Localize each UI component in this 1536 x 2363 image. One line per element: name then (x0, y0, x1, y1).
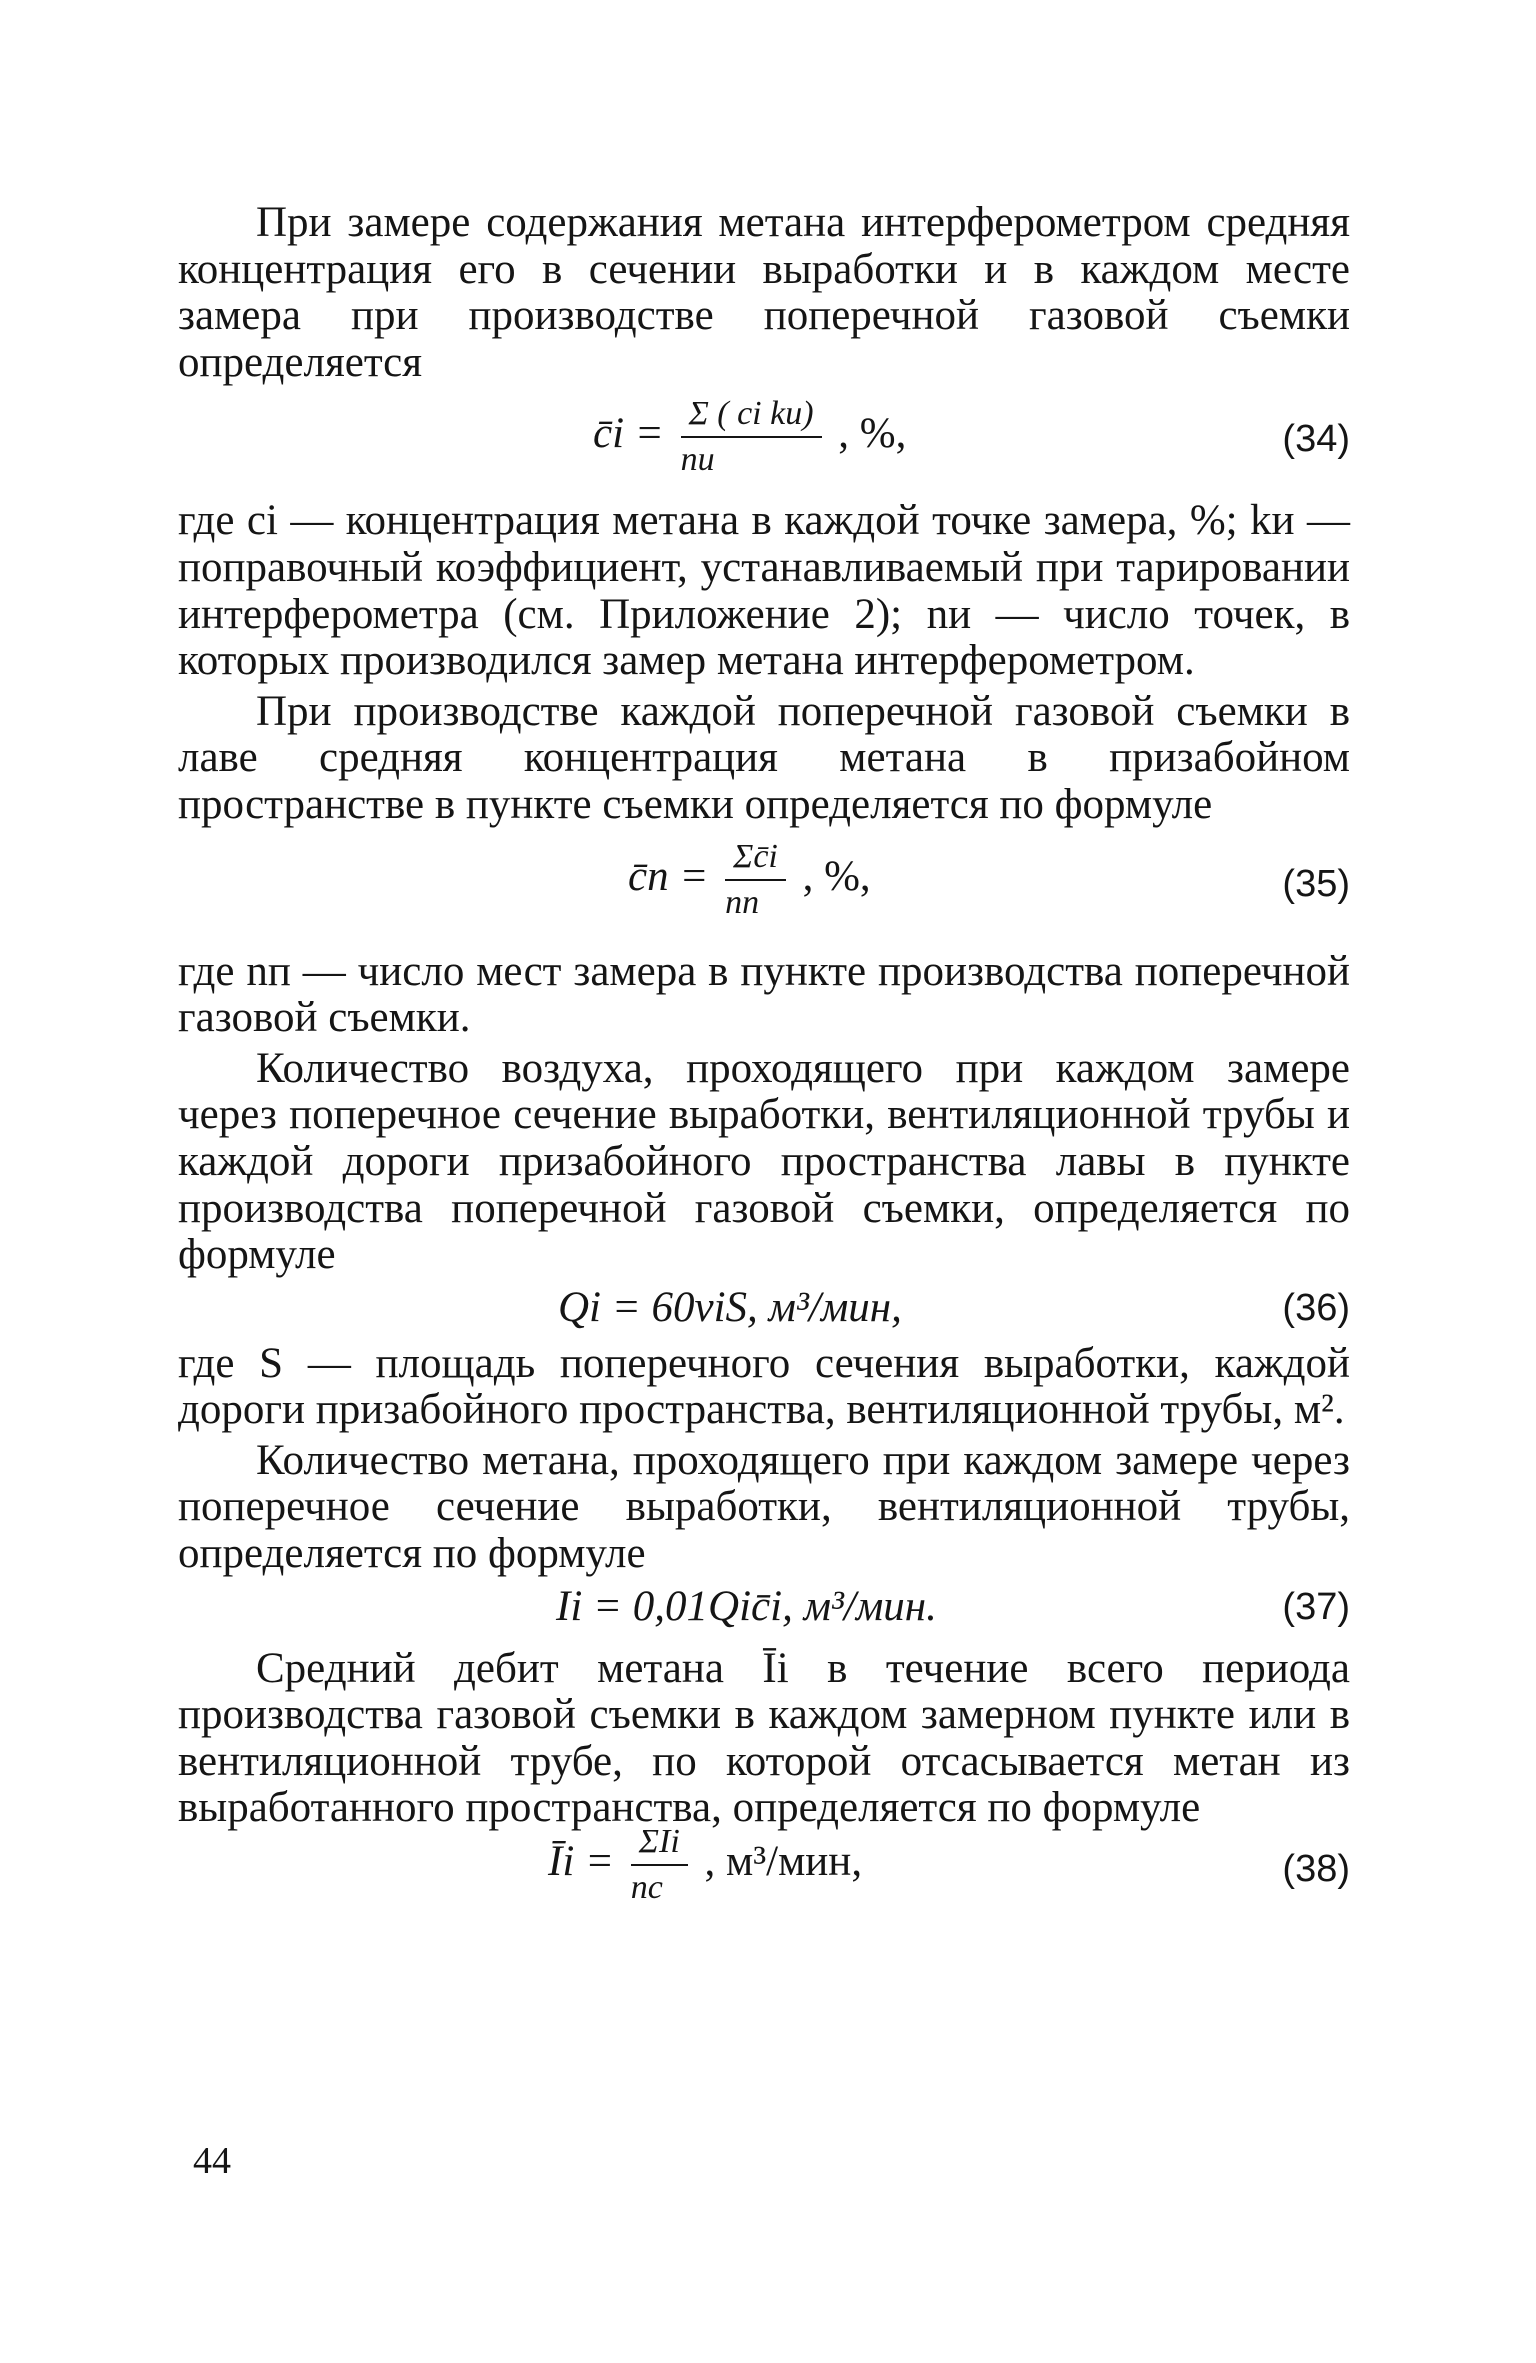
formula-38-fraction (631, 1822, 688, 1908)
formula-38-numerator: ΣIi (638, 1823, 680, 1861)
formula-38 (178, 1823, 1350, 1944)
formula-38-denominator: nс (630, 1869, 663, 1907)
paragraph-methane-interferometer: При замере содержания метана интерферометром средняя концентрация его в сечении выработки и в каждом месте замера при производстве поперечной газовой съемки определяется (178, 199, 1350, 386)
formula-38-unit: , м³/мин, (704, 1837, 863, 1885)
paragraph-where-np: где nп — число мест замера в пункте производства поперечной газовой съемки. (178, 947, 1350, 1042)
paragraph-methane-quantity: Количество метана, проходящего при каждом замере через поперечное сечение выработки, вентиляционной трубы, определяется по формуле (178, 1436, 1350, 1578)
formula-34-numerator: Σ ( ci kи) (688, 395, 814, 433)
page-body (178, 200, 1350, 1944)
formula-35-expr (628, 837, 871, 923)
fraction-bar (681, 436, 822, 438)
formula-34-expr (593, 394, 906, 480)
formula-38-expr (548, 1822, 862, 1908)
formula-35-fraction (725, 837, 786, 923)
paragraph-where-s: где S — площадь поперечного сечения выработки, каждой дороги призабойного пространства, вентиляционной трубы, м². (178, 1339, 1350, 1434)
paragraph-gas-survey-lava: При производстве каждой поперечной газовой съемки в лаве средняя концентрация метана в призабойном пространстве в пункте съемки определяется по формуле (178, 687, 1350, 828)
formula-34 (178, 386, 1350, 498)
formula-35-numerator: Σc̄i (733, 837, 778, 875)
formula-35-unit: , %, (802, 852, 871, 900)
formula-38-number: (38) (1282, 1848, 1350, 1891)
formula-37-number: (37) (1282, 1585, 1350, 1628)
paragraph-air-quantity: Количество воздуха, проходящего при каждом замере через поперечное сечение выработки, вентиляционной трубы и каждой дороги призабойного пространства лавы в пункте производства поперечной газовой съемки, определяется по формуле (178, 1044, 1350, 1279)
formula-35-lhs: c̄п = (628, 852, 709, 900)
formula-34-lhs: c̄i = (593, 410, 664, 458)
formula-36 (178, 1285, 1350, 1341)
formula-34-number: (34) (1282, 418, 1350, 461)
fraction-bar (725, 879, 786, 881)
formula-37 (178, 1584, 1350, 1640)
formula-36-expr: Qi = 60viS, м³/мин, (558, 1283, 902, 1331)
formula-37-expr: Ii = 0,01Qic̄i, м³/мин. (556, 1582, 937, 1630)
fraction-bar (631, 1864, 688, 1866)
formula-34-unit: , %, (838, 410, 907, 458)
formula-35 (178, 837, 1350, 949)
formula-34-fraction (681, 394, 822, 480)
formula-34-denominator: nи (680, 441, 715, 479)
page-number: 44 (193, 2140, 231, 2182)
paragraph-average-debit: Средний дебит метана Īi в течение всего периода производства газовой съемки в каждом замерном пункте или в вентиляционной трубе, по которой отсасывается метан из выработанного пространства, определяется по формуле (178, 1644, 1350, 1832)
formula-36-number: (36) (1282, 1286, 1350, 1329)
formula-35-number: (35) (1282, 862, 1350, 905)
paragraph-where-ci: где ci — концентрация метана в каждой точке замера, %; kи — поправочный коэффициент, устанавливаемый при тарировании интерферометра (см. Приложение 2); nи — число точек, в которых производился замер метана интерферометром. (178, 497, 1350, 685)
formula-35-denominator: nп (725, 883, 760, 921)
formula-38-lhs: Īi = (548, 1837, 615, 1885)
